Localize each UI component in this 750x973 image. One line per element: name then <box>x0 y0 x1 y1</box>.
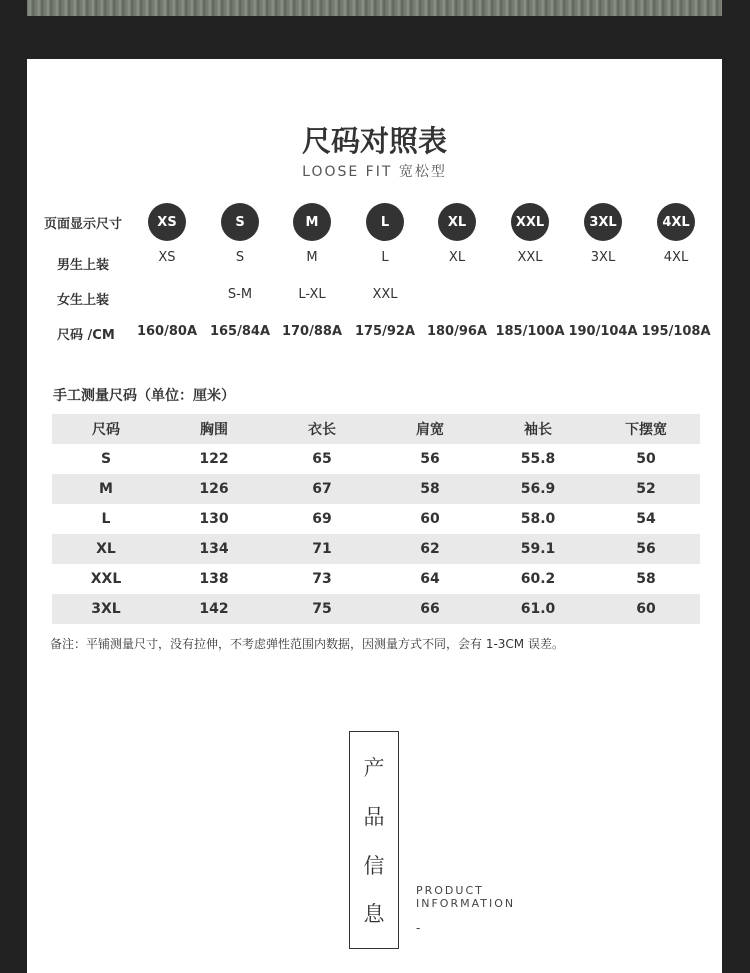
cm-size-cell: 160/80A <box>136 324 198 339</box>
column-header: 肩宽 <box>376 414 484 444</box>
measurement-note: 备注：平铺测量尺寸，没有拉伸，不考虑弹性范围内数据，因测量方式不同，会有 1-3CM 误差。 <box>50 637 564 651</box>
size-circle: 4XL <box>657 203 695 241</box>
table-cell: 126 <box>160 474 268 504</box>
page-title: 尺码对照表 <box>301 124 447 158</box>
table-cell: 64 <box>420 571 440 587</box>
male-size-cell: M <box>306 250 318 265</box>
size-circle: XS <box>148 203 186 241</box>
table-cell: 56.9 <box>484 474 592 504</box>
table-cell: 122 <box>199 451 229 467</box>
column-header: 下摆宽 <box>592 414 700 444</box>
cm-size-cell: 190/104A <box>568 324 638 339</box>
male-size-cell: XXL <box>517 250 543 265</box>
vertical-title-char: 品 <box>363 805 385 829</box>
product-info-line1: PRODUCT <box>416 884 484 897</box>
product-info-dash: - <box>416 921 421 935</box>
measurement-table <box>52 414 700 624</box>
table-row <box>52 534 700 564</box>
vertical-title-char: 息 <box>363 902 385 926</box>
column-header: 袖长 <box>484 414 592 444</box>
product-info-english <box>416 884 515 910</box>
table-cell: 61.0 <box>484 594 592 624</box>
table-cell: 75 <box>268 594 376 624</box>
table-cell: 138 <box>199 571 229 587</box>
table-cell: 67 <box>268 474 376 504</box>
row-label-display-size: 页面显示尺寸 <box>44 217 123 232</box>
table-cell: 54 <box>636 511 656 527</box>
cm-size-cell: 180/96A <box>426 324 488 339</box>
male-size-cell: 3XL <box>590 250 616 265</box>
table-cell: L <box>101 511 111 527</box>
vertical-title-char: 产 <box>363 756 385 780</box>
table-cell: 73 <box>312 571 332 587</box>
row-label-female-tops: 女生上装 <box>57 293 110 308</box>
male-size-cell: XL <box>448 250 466 265</box>
size-circle: L <box>366 203 404 241</box>
size-circle: S <box>221 203 259 241</box>
column-header: 尺码 <box>52 414 160 444</box>
fit-subtitle: LOOSE FIT 宽松型 <box>302 164 447 180</box>
female-size-cell: L-XL <box>298 287 326 302</box>
cm-size-cell: 175/92A <box>354 324 416 339</box>
cm-size-cell: 165/84A <box>209 324 271 339</box>
measure-section-label: 手工测量尺码（单位：厘米） <box>53 388 235 404</box>
table-cell: 71 <box>268 534 376 564</box>
male-size-cell: L <box>381 250 389 265</box>
male-size-cell: XS <box>158 250 176 265</box>
table-cell: 3XL <box>52 594 160 624</box>
table-cell: XXL <box>90 571 122 587</box>
row-label-male-tops: 男生上装 <box>57 258 110 273</box>
male-size-cell: 4XL <box>663 250 689 265</box>
table-cell: 60.2 <box>520 571 556 587</box>
table-row <box>52 444 700 474</box>
table-cell: 59.1 <box>484 534 592 564</box>
size-circle: M <box>293 203 331 241</box>
table-cell: 56 <box>420 451 440 467</box>
product-info-vertical-box <box>349 731 399 949</box>
table-cell: 69 <box>312 511 332 527</box>
size-chart-card <box>27 59 722 973</box>
table-cell: 55.8 <box>520 451 556 467</box>
table-cell: M <box>52 474 160 504</box>
table-row <box>52 504 700 534</box>
row-label-cm: 尺码 /CM <box>57 328 115 343</box>
male-size-cell: S <box>235 250 245 265</box>
column-header: 胸围 <box>160 414 268 444</box>
table-cell: XL <box>52 534 160 564</box>
cm-size-cell: 195/108A <box>641 324 711 339</box>
table-cell: 58 <box>376 474 484 504</box>
table-cell: 60 <box>420 511 440 527</box>
vertical-title-char: 信 <box>363 854 385 878</box>
size-circle: 3XL <box>584 203 622 241</box>
table-cell: 142 <box>160 594 268 624</box>
female-size-cell: S-M <box>227 287 253 302</box>
table-cell: 66 <box>376 594 484 624</box>
table-cell: 134 <box>160 534 268 564</box>
table-cell: 130 <box>199 511 229 527</box>
size-circle: XL <box>438 203 476 241</box>
top-product-photo-strip <box>27 0 722 16</box>
table-cell: 52 <box>592 474 700 504</box>
table-row <box>52 594 700 624</box>
female-size-cell: XXL <box>372 287 398 302</box>
table-cell: S <box>100 451 112 467</box>
size-circle: XXL <box>511 203 549 241</box>
table-cell: 50 <box>636 451 656 467</box>
table-row <box>52 474 700 504</box>
table-cell: 65 <box>312 451 332 467</box>
column-header: 衣长 <box>268 414 376 444</box>
table-cell: 62 <box>376 534 484 564</box>
table-header-row <box>52 414 700 444</box>
table-cell: 58 <box>636 571 656 587</box>
product-info-line2: INFORMATION <box>416 897 516 910</box>
table-cell: 60 <box>592 594 700 624</box>
table-cell: 58.0 <box>520 511 556 527</box>
cm-size-cell: 185/100A <box>495 324 565 339</box>
table-row <box>52 564 700 594</box>
cm-size-cell: 170/88A <box>281 324 343 339</box>
table-cell: 56 <box>592 534 700 564</box>
